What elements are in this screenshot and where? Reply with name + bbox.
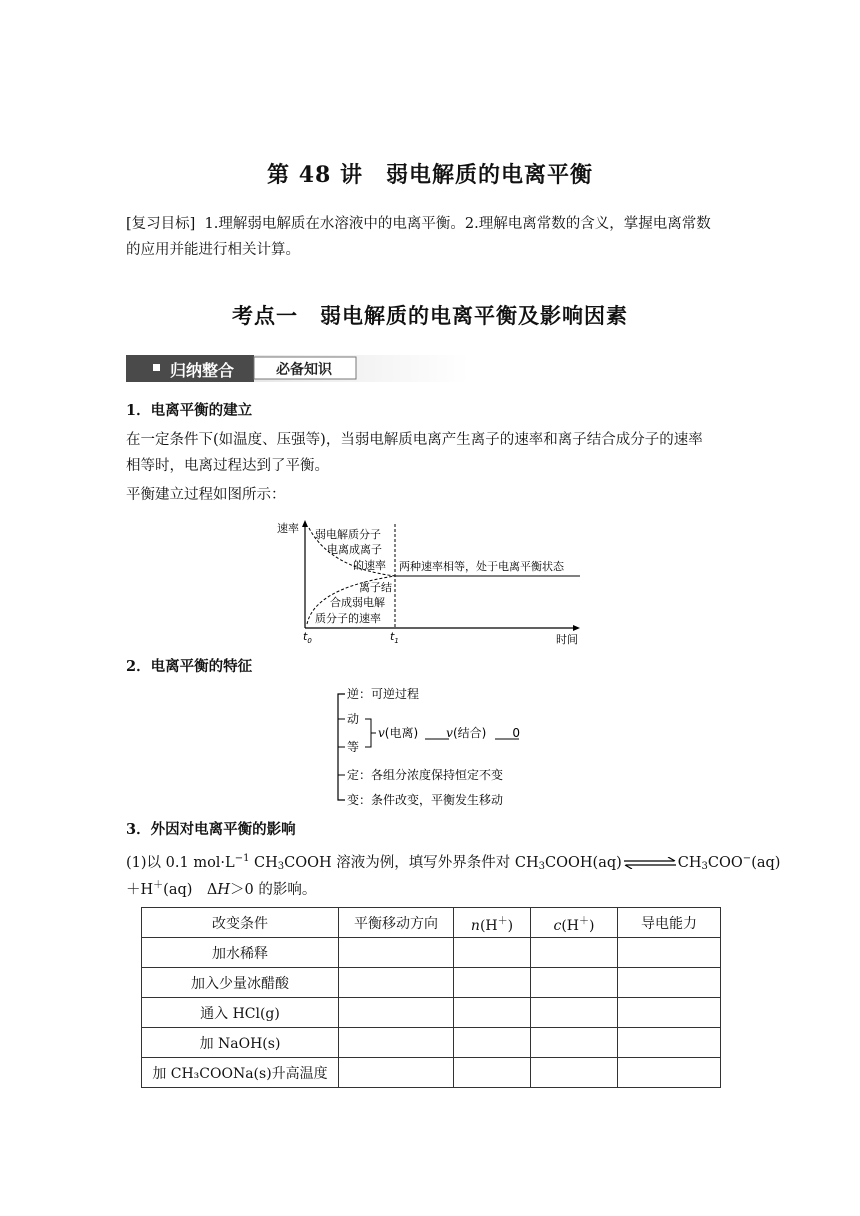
y-axis-arrow-icon	[302, 520, 308, 527]
s1-line1: 在一定条件下(如温度、压强等)，当弱电解质电离产生离子的速率和离子结合成分子的速率	[126, 432, 703, 448]
section-banner	[126, 355, 469, 382]
lower-label-2: 合成弱电解	[330, 596, 385, 609]
table-row	[142, 938, 721, 968]
y-axis-label: 速率	[277, 522, 299, 535]
upper-label-1: 弱电解质分子	[315, 528, 381, 541]
upper-label-2: 电离成离子	[327, 543, 382, 556]
equal-rate-label: 两种速率相等，处于电离平衡状态	[399, 560, 564, 573]
page-title: 第 48 讲 弱电解质的电离平衡	[267, 162, 593, 188]
s3-question-line1: (1)以 0.1 $mol\cdot L^{-1}$ $CH_3COOH$ 溶液为例，填写外界条件对 $CH_3COOH(aq)$ $CH_3COO^-(aq)$	[126, 853, 781, 872]
s3-heading: 3．外因对电离平衡的影响	[126, 821, 296, 838]
features-bracket-diagram	[335, 682, 555, 812]
table-row	[142, 968, 721, 998]
objectives-line2: 的应用并能进行相关计算。	[126, 242, 300, 258]
x-axis-arrow-icon	[573, 625, 580, 631]
lower-label-3: 质分子的速率	[315, 612, 381, 625]
table-header: c(H＋)	[531, 908, 618, 938]
feature-equal: 等	[347, 740, 360, 754]
sub-bracket	[365, 719, 371, 747]
s2-heading: 2．电离平衡的特征	[126, 658, 253, 675]
table-cell: 加 NaOH(s)	[142, 1028, 339, 1058]
square-bullet-icon	[153, 364, 160, 371]
t0-label: $t_0$	[303, 630, 312, 645]
table-cell: 加入少量冰醋酸	[142, 968, 339, 998]
banner-label: 必备知识	[276, 362, 332, 378]
table-header: 改变条件	[142, 908, 339, 938]
banner-tag: 归纳整合	[170, 361, 235, 380]
objectives-line1: 1.理解弱电解质在水溶液中的电离平衡。2.理解电离常数的含义，掌握电离常数	[204, 216, 711, 232]
review-objectives	[126, 211, 746, 263]
feature-reversible: 逆：可逆过程	[347, 687, 420, 701]
lower-label-1: 离子结	[359, 581, 392, 594]
objectives-label: [复习目标]	[126, 216, 196, 232]
equilibrium-rate-graph	[275, 518, 590, 646]
table-header: 平衡移动方向	[339, 908, 454, 938]
upper-label-3: 的速率	[353, 559, 386, 572]
s1-heading: 1．电离平衡的建立	[126, 402, 253, 419]
feature-dynamic: 动	[347, 712, 360, 726]
x-axis-label: 时间	[556, 633, 578, 646]
table-header: n(H＋)	[454, 908, 531, 938]
table-row	[142, 1058, 721, 1088]
s3-question-line2: ＋H＋(aq) ΔH＞0 的影响。	[126, 880, 317, 898]
table-row	[142, 998, 721, 1028]
feature-fixed: 定：各组分浓度保持恒定不变	[347, 768, 504, 782]
rate-formula: v(电离) v(结合) 0	[378, 726, 520, 740]
s1-line2: 相等时，电离过程达到了平衡。	[126, 458, 329, 474]
s1-line3: 平衡建立过程如图所示：	[126, 487, 286, 503]
influence-table	[141, 907, 721, 1088]
s1-body	[126, 427, 746, 508]
t1-label: $t_1$	[390, 630, 399, 645]
equilibrium-arrow-icon	[622, 857, 678, 869]
feature-change: 变：条件改变，平衡发生移动	[347, 793, 504, 807]
table-cell: 加 CH₃COONa(s)升高温度	[142, 1058, 339, 1088]
section-title: 考点一 弱电解质的电离平衡及影响因素	[232, 303, 628, 328]
table-row	[142, 1028, 721, 1058]
table-cell: 加水稀释	[142, 938, 339, 968]
table-header-row	[142, 908, 721, 938]
table-cell: 通入 HCl(g)	[142, 998, 339, 1028]
table-header: 导电能力	[618, 908, 721, 938]
